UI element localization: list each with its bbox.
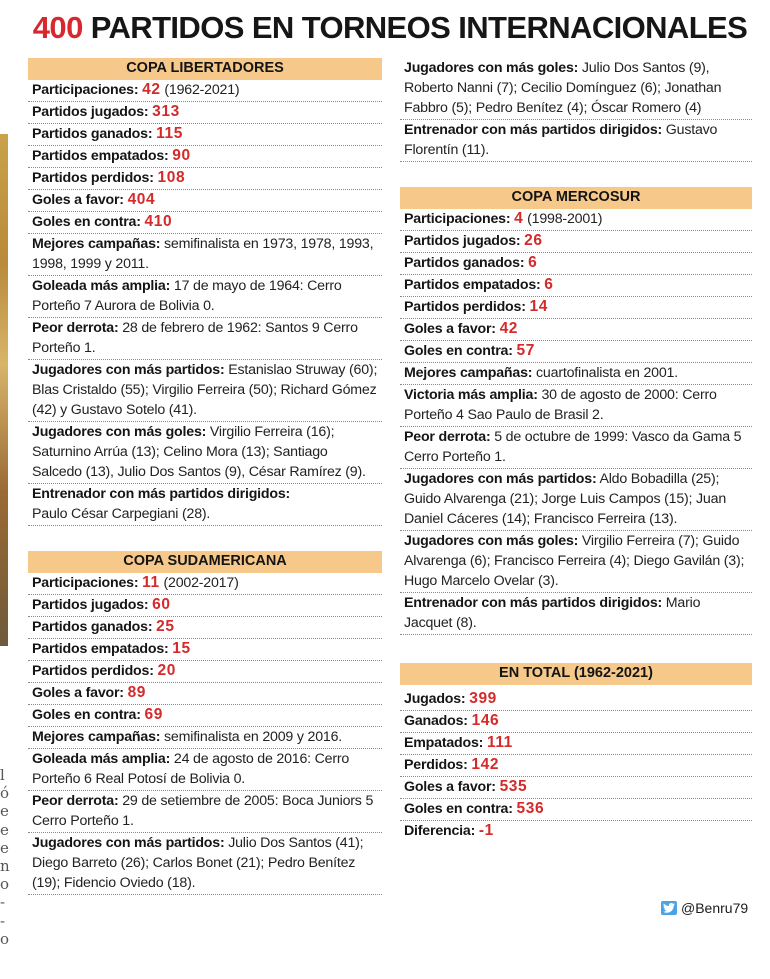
stat-text: Mario Jacquet (8). [404,595,701,631]
libertadores-entrenador [28,484,382,526]
stat-label: Peor derrota: [32,320,119,336]
mercosur-ganados [400,253,752,275]
mercosur-participaciones [400,209,752,231]
stat-text: Paulo César Carpegiani (28). [32,506,211,522]
stat-label: Partidos empatados: [32,148,169,164]
libertadores-mas-goles [28,422,382,484]
libertadores-mas-partidos [28,360,382,422]
stat-label: Partidos perdidos: [32,170,154,186]
stat-text: Virgilio Ferreira (16); Saturnino Arrúa (13); Celino Mora (13); Santiago Salcedo (13), Julio Dos Santos (9), César Ramírez (9). [32,424,366,480]
sudamericana-mejores [28,727,382,749]
stat-label: Jugadores con más partidos: [404,471,597,487]
stat-value: 57 [516,342,535,359]
sudamericana-goles-contra [28,705,382,727]
stat-label: Goles en contra: [404,801,513,817]
stat-value: 108 [157,169,186,186]
stat-years: (1998-2001) [523,211,603,227]
page-edge-photo [0,134,8,646]
edge-letter: o [0,875,10,894]
stat-text: Julio Dos Santos (41); Diego Barreto (26); Carlos Bonet (21); Pedro Benítez (19); Fidencio Oviedo (18). [32,835,364,891]
stat-label: Partidos empatados: [404,277,541,293]
mercosur-header: COPA MERCOSUR [400,187,752,209]
stat-text: 24 de agosto de 2016: Cerro Porteño 6 Real Potosí de Bolivia 0. [32,751,350,787]
stat-label: Diferencia: [404,823,476,839]
sudamericana-empatados [28,639,382,661]
stat-value: 15 [172,640,191,657]
stat-label: Partidos perdidos: [32,663,154,679]
mercosur-entrenador [400,593,752,635]
stat-label: Goles a favor: [32,192,124,208]
stat-label: Jugados: [404,691,466,707]
section-gap [28,526,382,551]
libertadores-goleada [28,276,382,318]
stat-label: Mejores campañas: [404,365,533,381]
stat-value: 313 [152,103,180,120]
total-goles-favor [400,777,752,799]
stat-value: 69 [144,706,163,723]
stat-label: Entrenador con más partidos dirigidos: [404,595,663,611]
sudamericana-jugados [28,595,382,617]
stat-value: 20 [157,662,176,679]
stat-label: Peor derrota: [32,793,119,809]
edge-letter: e [0,838,9,857]
stat-value: 6 [528,254,538,271]
sudamericana-mas-partidos [28,833,382,895]
total-goles-contra [400,799,752,821]
total-perdidos [400,755,752,777]
libertadores-derrota [28,318,382,360]
stat-label: Goles en contra: [404,343,513,359]
twitter-handle: @Benru79 [681,900,749,916]
sudamericana-mas-goles [400,58,752,120]
stat-label: Goleada más amplia: [32,278,171,294]
stat-text: Aldo Bobadilla (25); Guido Alvarenga (21); Jorge Luis Campos (15); Juan Daniel Cáceres (14); Francisco Ferreira (13). [404,471,727,527]
section-gap [400,162,752,187]
page-edge-letters [0,766,12,948]
stat-label: Participaciones: [404,211,511,227]
edge-letter: - [0,893,6,912]
stat-label: Mejores campañas: [32,236,161,252]
stat-label: Partidos jugados: [404,233,521,249]
section-gap [400,635,752,663]
total-header: EN TOTAL (1962-2021) [400,663,752,685]
libertadores-jugados [28,102,382,124]
stat-label: Jugadores con más goles: [404,533,579,549]
sudamericana-derrota [28,791,382,833]
stat-label: Jugadores con más goles: [404,60,579,76]
libertadores-empatados [28,146,382,168]
mercosur-mejores [400,363,752,385]
stat-text: cuartofinalista en 2001. [532,365,678,381]
edge-letter: o [0,929,10,948]
sudamericana-goles-favor [28,683,382,705]
stat-label: Partidos ganados: [32,619,153,635]
stat-label: Goles a favor: [404,779,496,795]
stat-value: 60 [152,596,171,613]
stat-label: Goleada más amplia: [32,751,171,767]
sudamericana-participaciones [28,573,382,595]
sudamericana-ganados [28,617,382,639]
title-text: PARTIDOS EN TORNEOS INTERNACIONALES [82,10,748,45]
stat-label: Goles en contra: [32,214,141,230]
mercosur-goles-contra [400,341,752,363]
libertadores-goles-contra [28,212,382,234]
edge-letter: e [0,820,9,839]
libertadores-perdidos [28,168,382,190]
sudamericana-entrenador [400,120,752,162]
stat-label: Empatados: [404,735,484,751]
mercosur-mas-partidos [400,469,752,531]
libertadores-header: COPA LIBERTADORES [28,58,382,80]
stat-text: Gustavo Florentín (11). [404,122,718,158]
stat-label: Partidos ganados: [32,126,153,142]
page-title [20,8,760,48]
mercosur-jugados [400,231,752,253]
mercosur-perdidos [400,297,752,319]
mercosur-goles-favor [400,319,752,341]
title-number: 400 [32,10,83,45]
stat-value: 25 [156,618,175,635]
stat-label: Perdidos: [404,757,468,773]
stat-value: 535 [499,778,528,795]
mercosur-mas-goles [400,531,752,593]
stat-label: Goles a favor: [404,321,496,337]
mercosur-empatados [400,275,752,297]
stat-label: Victoria más amplia: [404,387,538,403]
stat-value: 111 [486,734,513,751]
stat-text: semifinalista en 2009 y 2016. [160,729,343,745]
edge-letter: l [0,766,5,784]
stat-value: 6 [544,276,554,293]
total-jugados [400,689,752,711]
stat-label: Mejores campañas: [32,729,161,745]
stat-value: 115 [156,125,183,142]
libertadores-participaciones [28,80,382,102]
stat-text: 29 de setiembre de 2005: Boca Juniors 5 Cerro Porteño 1. [32,793,374,829]
stat-value: 142 [471,756,500,773]
stat-value: 410 [144,213,173,230]
stat-value: 404 [127,191,156,208]
stat-label: Participaciones: [32,82,139,98]
sudamericana-header: COPA SUDAMERICANA [28,551,382,573]
twitter-credit [661,900,748,916]
stat-label: Entrenador con más partidos dirigidos: [32,486,291,502]
twitter-bird-icon [661,901,677,915]
stat-label: Jugadores con más partidos: [32,362,225,378]
edge-letter: ó [0,784,10,803]
stat-value: 89 [127,684,147,701]
edge-letter: n [0,857,10,876]
stat-label: Partidos perdidos: [404,299,526,315]
stat-value: 42 [499,320,519,337]
stat-label: Goles a favor: [32,685,124,701]
total-empatados [400,733,752,755]
stat-label: Goles en contra: [32,707,141,723]
left-column [28,58,382,895]
stat-value: -1 [478,822,494,839]
stat-text: Virgilio Ferreira (7); Guido Alvarenga (6); Francisco Ferreira (4); Diego Gavilán (3); Hugo Marcelo Ovelar (3). [404,533,745,589]
stat-label: Entrenador con más partidos dirigidos: [404,122,663,138]
stat-label: Partidos jugados: [32,104,149,120]
stat-label: Partidos ganados: [404,255,525,271]
mercosur-derrota [400,427,752,469]
stat-text: Julio Dos Santos (9), Roberto Nanni (7); Cecilio Domínguez (6); Jonathan Fabbro (5); Pedro Benítez (4); Óscar Romero (4) [404,60,722,116]
total-ganados [400,711,752,733]
stat-label: Participaciones: [32,575,139,591]
stat-text: 28 de febrero de 1962: Santos 9 Cerro Porteño 1. [32,320,358,356]
edge-letter: e [0,802,9,821]
stat-text: 30 de agosto de 2000: Cerro Porteño 4 Sao Paulo de Brasil 2. [404,387,717,423]
right-column [400,58,752,842]
stat-text: 5 de octubre de 1999: Vasco da Gama 5 Cerro Porteño 1. [404,429,742,465]
libertadores-ganados [28,124,382,146]
stat-value: 42 [142,81,161,98]
stat-value: 146 [471,712,500,729]
sudamericana-goleada [28,749,382,791]
total-diferencia [400,821,752,842]
mercosur-victoria [400,385,752,427]
libertadores-goles-favor [28,190,382,212]
stat-text: semifinalista en 1973, 1978, 1993, 1998, 1999 y 2011. [32,236,374,272]
stat-value: 11 [142,574,160,591]
stat-years: (1962-2021) [160,82,240,98]
stat-value: 399 [469,690,497,707]
stat-years: (2002-2017) [159,575,239,591]
sudamericana-perdidos [28,661,382,683]
stat-label: Peor derrota: [404,429,491,445]
stat-label: Ganados: [404,713,468,729]
stat-value: 90 [172,147,191,164]
stat-value: 4 [514,210,524,227]
stat-label: Partidos jugados: [32,597,149,613]
stat-text: 17 de mayo de 1964: Cerro Porteño 7 Aurora de Bolivia 0. [32,278,342,314]
libertadores-mejores [28,234,382,276]
edge-letter: - [0,911,6,930]
stat-label: Partidos empatados: [32,641,169,657]
stat-label: Jugadores con más goles: [32,424,207,440]
stat-value: 536 [516,800,545,817]
stat-text: Estanislao Struway (60); Blas Cristaldo (55); Virgilio Ferreira (50); Richard Gómez (42) y Gustavo Sotelo (41). [32,362,378,418]
stat-value: 14 [529,298,548,315]
stat-label: Jugadores con más partidos: [32,835,225,851]
stat-value: 26 [524,232,543,249]
